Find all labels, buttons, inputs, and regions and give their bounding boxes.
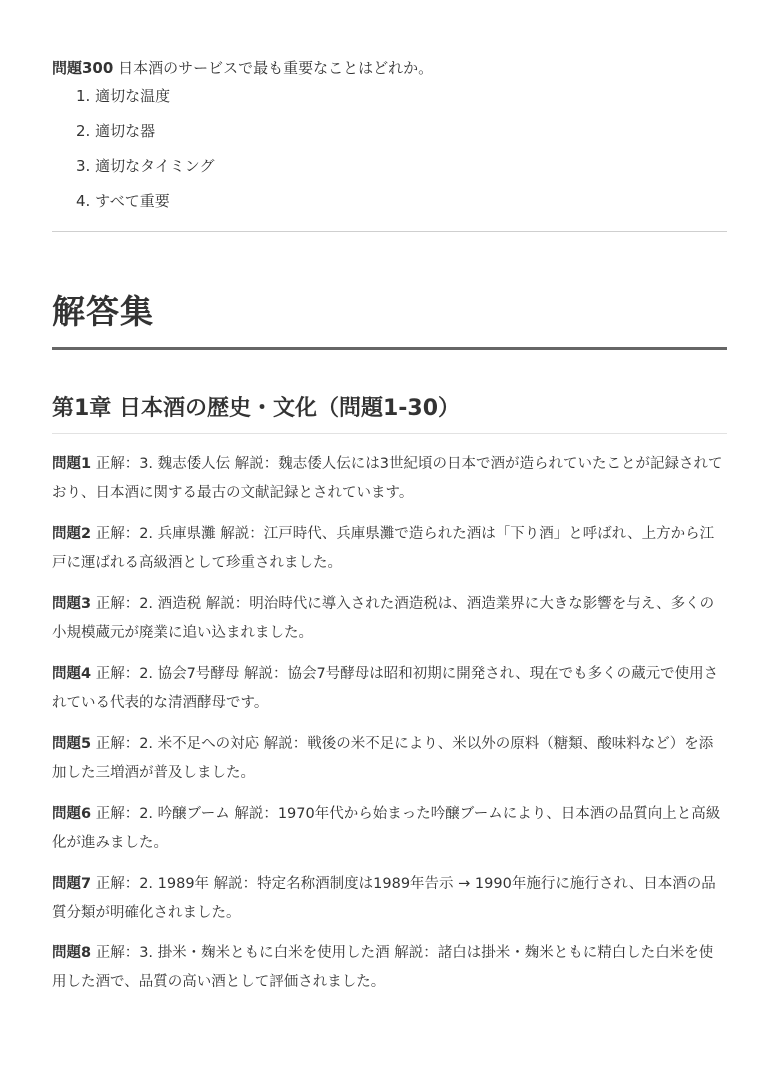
answer-number: 問題6 [52, 806, 92, 822]
question-number: 問題300 [52, 59, 114, 77]
answer-item-8 [52, 939, 727, 997]
section-divider [52, 231, 727, 232]
answer-item-6 [52, 800, 727, 858]
chapter-heading: 第1章 日本酒の歴史・文化（問題1-30） [52, 396, 461, 421]
option-item: 1. 適切な温度 [76, 87, 171, 105]
answer-number: 問題3 [52, 596, 92, 612]
answer-text: 正解：2. 協会7号酵母 解説：協会7号酵母は昭和初期に開発され、現在でも多くの蔵元で使用されている代表的な清酒酵母です。 [52, 666, 719, 711]
answer-item-3 [52, 590, 727, 648]
answer-number: 問題4 [52, 666, 92, 682]
answer-number: 問題1 [52, 456, 92, 472]
answer-item-4 [52, 660, 727, 718]
answer-text: 正解：2. 酒造税 解説：明治時代に導入された酒造税は、酒造業界に大きな影響を与え、多くの小規模蔵元が廃業に追い込まれました。 [52, 596, 715, 641]
question-text: 日本酒のサービスで最も重要なことはどれか。 [113, 59, 434, 77]
answer-number: 問題8 [52, 945, 92, 961]
heading-underline [52, 347, 727, 350]
answer-number: 問題5 [52, 736, 92, 752]
answer-item-7 [52, 870, 727, 928]
answer-item-5 [52, 730, 727, 788]
option-item: 2. 適切な器 [76, 122, 156, 140]
question-300 [52, 56, 727, 80]
answer-text: 正解：3. 掛米・麹米ともに白米を使用した酒 解説：諸白は掛米・麹米ともに精白した白米を使用した酒で、品質の高い酒として評価されました。 [52, 945, 714, 990]
answer-text: 正解：2. 1989年 解説：特定名称酒制度は1989年告示 → 1990年施行に施行され、日本酒の品質分類が明確化されました。 [52, 876, 716, 921]
answer-text: 正解：2. 兵庫県灘 解説：江戸時代、兵庫県灘で造られた酒は「下り酒」と呼ばれ、上方から江戸に運ばれる高級酒として珍重されました。 [52, 526, 715, 571]
answer-item-2 [52, 520, 727, 578]
answer-number: 問題7 [52, 876, 92, 892]
option-item: 4. すべて重要 [76, 192, 170, 210]
option-item: 3. 適切なタイミング [76, 157, 215, 175]
answer-text: 正解：3. 魏志倭人伝 解説：魏志倭人伝には3世紀頃の日本で酒が造られていたことが記録されており、日本酒に関する最古の文献記録とされています。 [52, 456, 723, 501]
answer-text: 正解：2. 米不足への対応 解説：戦後の米不足により、米以外の原料（糖類、酸味料など）を添加した三増酒が普及しました。 [52, 736, 714, 781]
answer-text: 正解：2. 吟醸ブーム 解説：1970年代から始まった吟醸ブームにより、日本酒の品質向上と高級化が進みました。 [52, 806, 721, 851]
chapter-underline [52, 433, 727, 434]
answers-heading: 解答集 [52, 292, 154, 331]
answer-options-list [76, 84, 214, 224]
answer-number: 問題2 [52, 526, 92, 542]
answer-item-1 [52, 450, 727, 508]
